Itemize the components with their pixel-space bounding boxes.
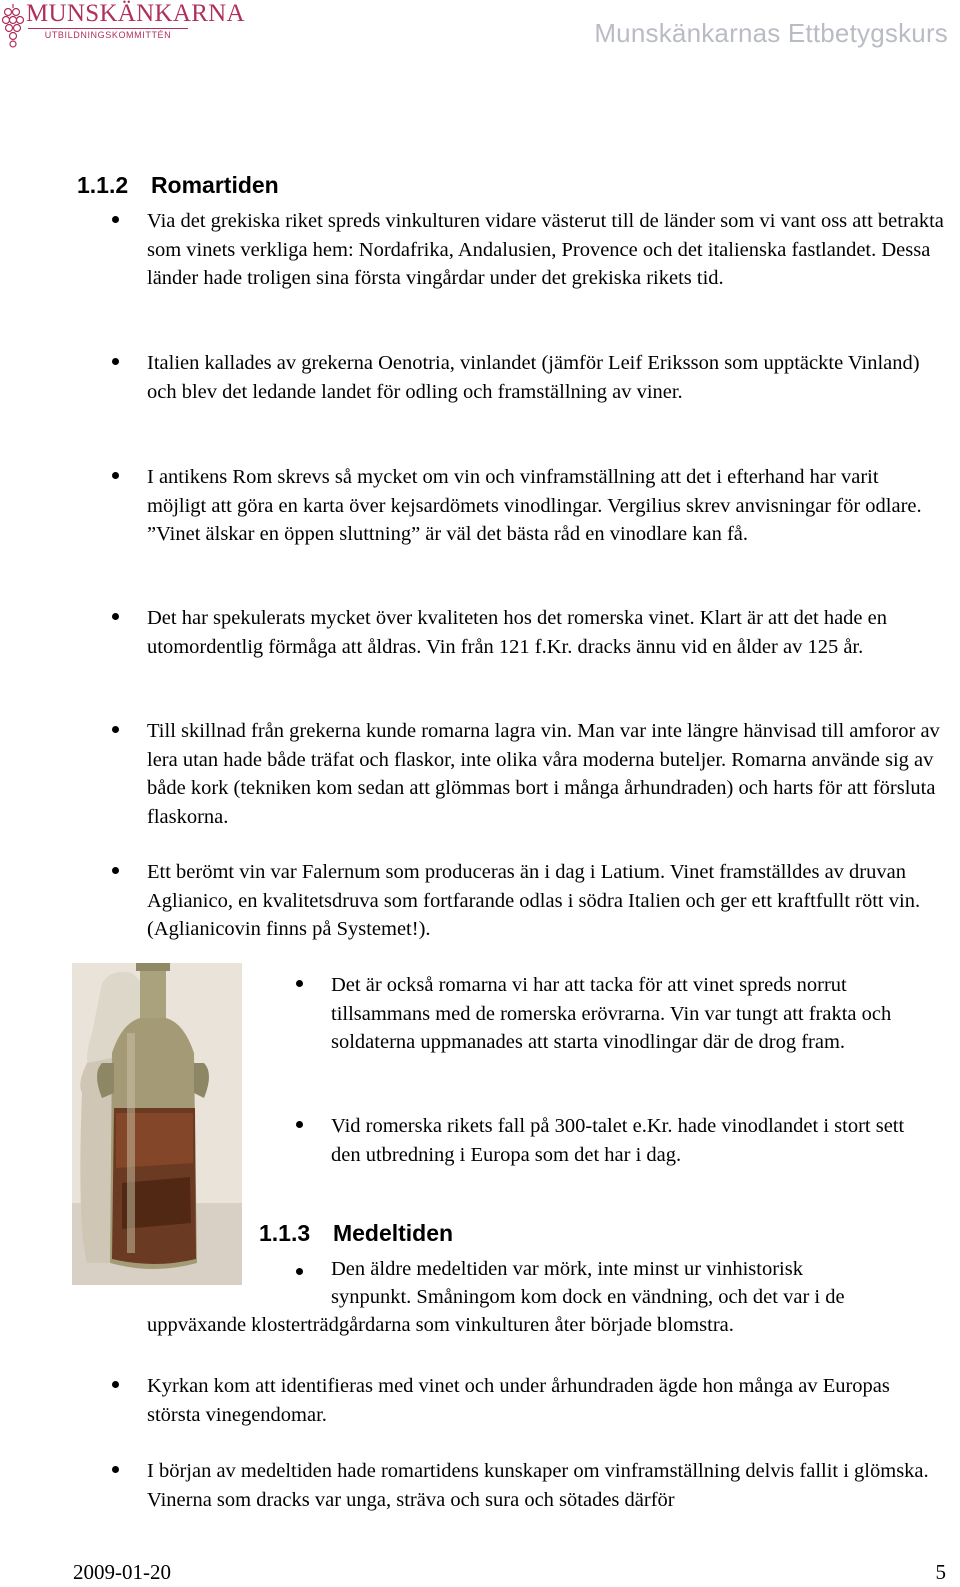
list-item: Via det grekiska riket spreds vinkulturen vidare västerut till de länder som vi vant oss att betrakta som vinets verkliga hem: Nordafrika, Andalusien, Provence och det italienska fastlandet. Dessa länder hade troligen sina första vingårdar under det grekiska rikets tid. [147, 210, 944, 289]
roman-wine-bottle-photo [72, 963, 242, 1285]
list-item-line: synpunkt. Småningom kom dock en vändning, och det var i de [331, 1286, 845, 1308]
bullet-icon [112, 1466, 119, 1473]
list-item: Det är också romarna vi har att tacka för att vinet spreds norrut tillsammans med de romerska erövrarna. Vin var tungt att frakta och soldaterna uppmanades att starta vinodlingar där de drog fram. [331, 974, 892, 1053]
section-number: 1.1.2 [77, 172, 129, 198]
bullet-icon [112, 216, 119, 223]
bullet-icon [112, 472, 119, 479]
section-title: Romartiden [150, 172, 279, 198]
list-item: I början av medeltiden hade romartidens kunskaper om vinframställning delvis fallit i glömska. Vinerna som dracks var unga, sträva och sura och sötades därför [147, 1460, 929, 1511]
list-item: Till skillnad från grekerna kunde romarna lagra vin. Man var inte längre hänvisad till amforor av lera utan hade både träfat och flaskor, inte olika våra moderna buteljer. Romarna använde sig av både kork (tekniken kom sedan att glömmas bort i många århundraden) och harts för att försluta flaskorna. [147, 720, 940, 828]
list-item: Vid romerska rikets fall på 300-talet e.Kr. hade vinodlandet i stort sett den utbredning i Europa som det har i dag. [331, 1115, 905, 1166]
page-number: 5 [935, 1560, 946, 1584]
bullet-icon [296, 980, 303, 987]
list-item-line: Den äldre medeltiden var mörk, inte minst ur vinhistorisk [331, 1258, 803, 1280]
grape-icon [2, 2, 24, 52]
list-item-line: uppväxande klosterträdgårdarna som vinkulturen åter började blomstra. [147, 1314, 734, 1336]
list-item: Ett berömt vin var Falernum som produceras än i dag i Latium. Vinet framställdes av druvan Aglianico, en kvalitetsdruva som fortfarande odlas i södra Italien och ger ett kraftfullt rött vin. (Aglianicovin finns på Systemet!). [147, 861, 921, 940]
bullet-icon [112, 613, 119, 620]
logo-subtext: UTBILDNINGSKOMMITTÉN [28, 28, 188, 44]
bullet-icon [112, 867, 119, 874]
munskankarna-logo [0, 0, 245, 60]
footer-date: 2009-01-20 [73, 1560, 171, 1584]
list-item: Kyrkan kom att identifieras med vinet och under århundraden ägde hon många av Europas största vinegendomar. [147, 1375, 890, 1426]
document-header-title: Munskänkarnas Ettbetygskurs [594, 18, 948, 48]
bullet-icon [112, 726, 119, 733]
logo-name: MUNSKÄNKARNA [26, 0, 245, 27]
section-number: 1.1.3 [259, 1220, 311, 1246]
list-item: I antikens Rom skrevs så mycket om vin och vinframställning att det i efterhand har varit möjligt att göra en karta över kejsardömets vinodlingar. Vergilius skrev anvisningar för odlare. ”Vinet älskar en öppen sluttning” är väl det bästa råd en vinodlare kan få. [147, 466, 922, 545]
bullet-icon [112, 358, 119, 365]
bullet-icon [296, 1268, 303, 1275]
bullet-icon [296, 1121, 303, 1128]
section-heading-romartiden [77, 172, 279, 199]
list-item: Det har spekulerats mycket över kvaliteten hos det romerska vinet. Klart är att det hade en utomordentlig förmåga att åldras. Vin från 121 f.Kr. dracks ännu vid en ålder av 125 år. [147, 607, 888, 658]
list-item: Italien kallades av grekerna Oenotria, vinlandet (jämför Leif Eriksson som upptäckte Vinland) och blev det ledande landet för odling och framställning av viner. [147, 352, 920, 403]
section-title: Medeltiden [332, 1220, 454, 1246]
bullet-icon [112, 1381, 119, 1388]
section-heading-medeltiden [259, 1220, 453, 1247]
